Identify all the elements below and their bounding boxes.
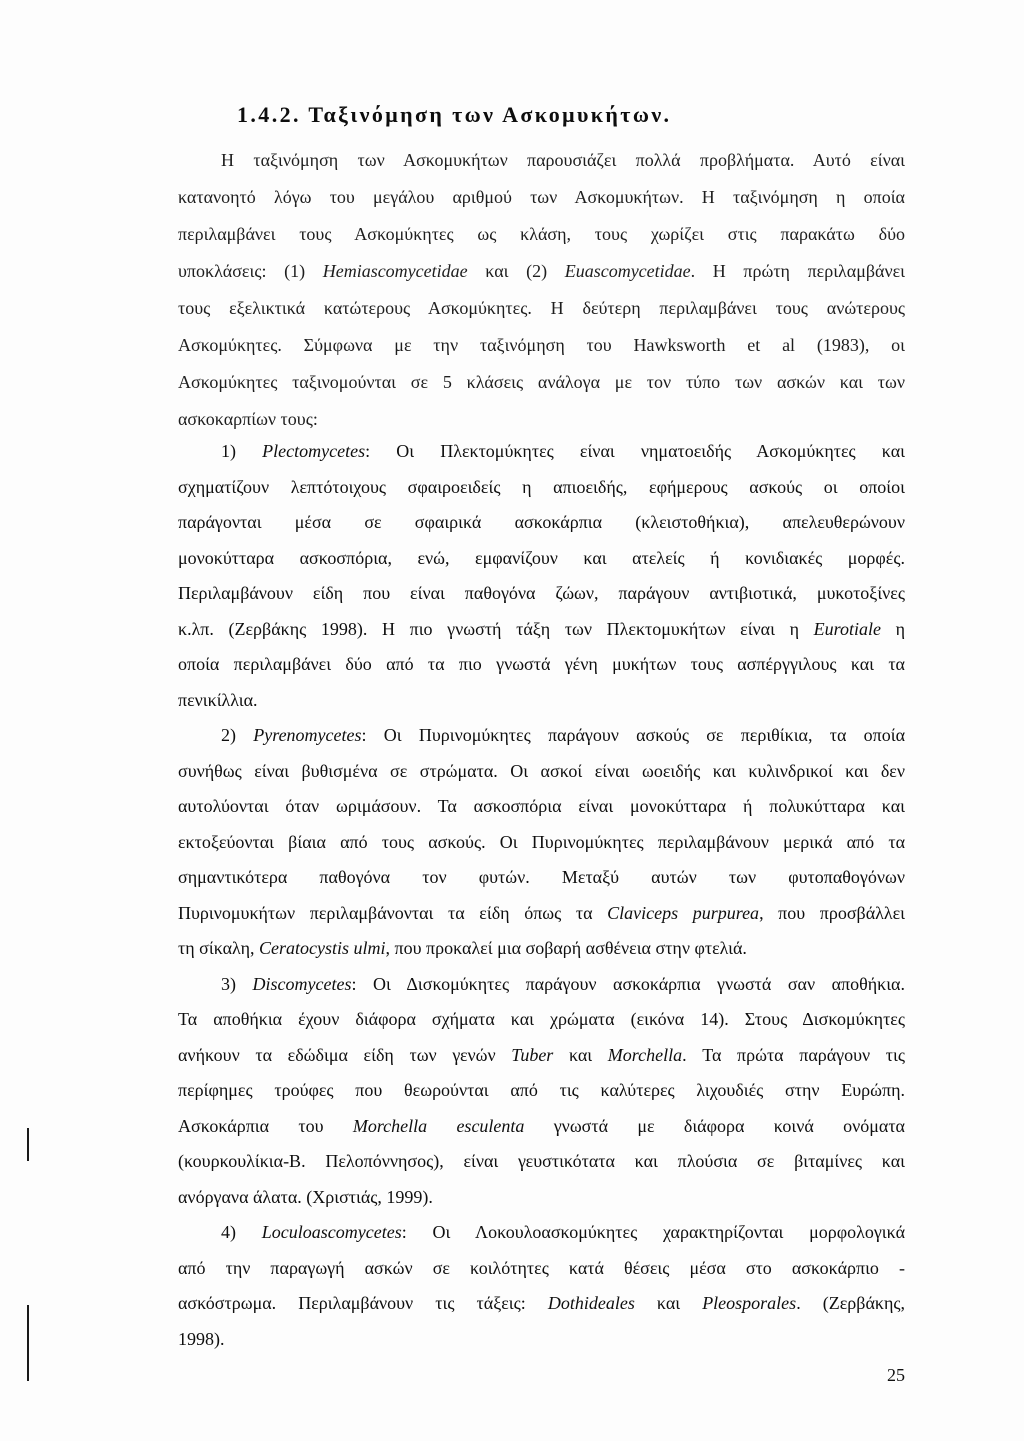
text-segment: εκτοξεύονται βίαια από τους ασκούς. Οι Πυρινομύκητες περιλαμβάνουν μερικά από τα: [178, 831, 905, 852]
paragraph-line: [178, 1144, 905, 1180]
italic-term: Dothideales: [547, 1293, 635, 1313]
paragraph-line: [178, 1180, 905, 1216]
paragraph-line: [178, 967, 905, 1003]
scan-artifact-line: [27, 1128, 29, 1161]
paragraph-line: [178, 754, 905, 790]
text-segment: 1): [221, 441, 263, 461]
paragraph-line: [178, 1286, 905, 1322]
italic-term: Hemiascomycetidae: [322, 261, 468, 281]
intro-paragraph: [178, 142, 905, 438]
text-segment: Ασκομύκητες. Σύμφωνα με την ταξινόμηση του Hawksworth et al (1983), οι: [178, 335, 905, 355]
text-segment: τους εξελικτικά κατώτερους Ασκομύκητες. Η δεύτερη περιλαμβάνει τους ανώτερους: [178, 298, 905, 318]
paragraph-line: [178, 253, 905, 290]
paragraph-line: [178, 216, 905, 253]
text-segment: πενικίλλια.: [178, 689, 258, 710]
paragraph-line: [178, 541, 905, 577]
text-segment: κατανοητό λόγω του μεγάλου αριθμού των Ασκομυκήτων. Η ταξινόμηση η οποία: [178, 187, 905, 207]
text-segment: περίφημες τρούφες που θεωρούνται από τις καλύτερες λιχουδιές στην Ευρώπη.: [178, 1080, 905, 1100]
text-segment: 2): [221, 725, 254, 745]
paragraph-line: [178, 1322, 905, 1358]
paragraph-line: [178, 179, 905, 216]
scan-artifact-line: [27, 1305, 29, 1381]
text-segment: ανόργανα άλατα. (Χριστιάς, 1999).: [178, 1186, 433, 1207]
list-item-plectomycetes: [178, 434, 905, 718]
italic-term: Tuber: [511, 1044, 554, 1065]
paragraph-line: [178, 505, 905, 541]
text-segment: . (Ζερβάκης,: [796, 1293, 905, 1313]
list-item-discomycetes: [178, 967, 905, 1216]
text-segment: από την παραγωγή ασκών σε κοιλότητες κατά θέσεις μέσα στο ασκοκάρπιο -: [178, 1257, 905, 1278]
italic-term: Discomycetes: [252, 973, 352, 994]
text-segment: σημαντικότερα παθογόνα τον φυτών. Μεταξύ αυτών των φυτοπαθογόνων: [178, 867, 905, 887]
paragraph-line: [178, 789, 905, 825]
text-segment: . Τα πρώτα παράγουν τις: [682, 1044, 905, 1065]
text-segment: : Οι Πλεκτομύκητες είναι νηματοειδής Ασκομύκητες και: [365, 441, 905, 461]
paragraph-line: [178, 401, 905, 438]
text-segment: υποκλάσεις: (1): [178, 261, 323, 281]
text-segment: η: [880, 618, 905, 639]
italic-term: Morchella: [607, 1044, 683, 1065]
list-item-pyrenomycetes: [178, 718, 905, 967]
text-segment: οποία περιλαμβάνει δύο από τα πιο γνωστά γένη μυκήτων τους ασπέργγιλους και τα: [178, 654, 905, 674]
text-segment: 4): [221, 1222, 262, 1242]
text-segment: ανήκουν τα εδώδιμα είδη των γενών: [178, 1044, 512, 1065]
paragraph-line: [178, 142, 905, 179]
paragraph-line: [178, 718, 905, 754]
text-segment: . Η πρώτη περιλαμβάνει: [690, 261, 905, 281]
text-segment: παράγονται μέσα σε σφαιρικά ασκοκάρπια (κλειστοθήκια), απελευθερώνουν: [178, 512, 905, 532]
italic-term: Ceratocystis ulmi: [259, 938, 386, 958]
italic-term: Pleosporales: [702, 1293, 797, 1313]
section-heading: 1.4.2. Ταξινόμηση των Ασκομυκήτων.: [237, 102, 672, 127]
text-segment: (κουρκουλίκια-Β. Πελοπόννησος), είναι γευστικότατα και πλούσια σε βιταμίνες και: [178, 1151, 905, 1171]
text-segment: Πυρινομυκήτων περιλαμβάνονται τα είδη όπως τα: [178, 902, 608, 923]
text-segment: κ.λπ. (Ζερβάκης 1998). Η πιο γνωστή τάξη των Πλεκτομυκήτων είναι η: [178, 618, 814, 639]
page-number: 25: [887, 1365, 905, 1385]
list-item-loculoascomycetes: [178, 1215, 905, 1357]
paragraph-line: [178, 470, 905, 506]
italic-term: Loculoascomycetes: [261, 1222, 402, 1242]
paragraph-line: [178, 1251, 905, 1287]
text-segment: και: [634, 1293, 703, 1313]
text-segment: συνήθως είναι βυθισμένα σε στρώματα. Οι ασκοί είναι ωοειδής και κυλινδρικοί και δεν: [178, 760, 905, 781]
text-segment: γνωστά με διάφορα κοινά ονόματα: [524, 1115, 905, 1136]
paragraph-line: [178, 1073, 905, 1109]
text-segment: Περιλαμβάνουν είδη που είναι παθογόνα ζώων, παράγουν αντιβιοτικά, μυκοτοξίνες: [178, 583, 905, 603]
text-segment: ασκόστρωμα. Περιλαμβάνουν τις τάξεις:: [178, 1293, 548, 1313]
text-segment: σχηματίζουν λεπτότοιχους σφαιροειδείς η απιοειδής, εφήμερους ασκούς οι οποίοι: [178, 476, 905, 497]
text-segment: και: [553, 1044, 608, 1065]
text-segment: περιλαμβάνει τους Ασκομύκητες ως κλάση, τους χωρίζει στις παρακάτω δύο: [178, 224, 905, 244]
text-segment: Ασκοκάρπια του: [178, 1115, 353, 1136]
text-segment: 1998).: [178, 1328, 225, 1349]
class-list: [178, 434, 905, 1357]
paragraph-line: [178, 1002, 905, 1038]
text-segment: και (2): [467, 261, 565, 281]
italic-term: Claviceps purpurea: [607, 902, 760, 923]
text-segment: ασκοκαρπίων τους:: [178, 409, 318, 429]
text-segment: τη σίκαλη,: [178, 938, 260, 958]
text-segment: 3): [221, 973, 253, 994]
paragraph-line: [178, 364, 905, 401]
text-segment: αυτολύονται όταν ωριμάσουν. Τα ασκοσπόρια είναι μονοκύτταρα ή πολυκύτταρα και: [178, 796, 905, 816]
paragraph-line: [178, 1038, 905, 1074]
paragraph-line: [178, 683, 905, 719]
italic-term: Eurotiale: [813, 618, 881, 639]
paragraph-line: [178, 612, 905, 648]
text-segment: Τα αποθήκια έχουν διάφορα σχήματα και χρώματα (εικόνα 14). Στους Δισκομύκητες: [178, 1009, 905, 1029]
paragraph-line: [178, 434, 905, 470]
paragraph-line: [178, 1109, 905, 1145]
paragraph-line: [178, 290, 905, 327]
paragraph-line: [178, 860, 905, 896]
paragraph-line: [178, 647, 905, 683]
text-segment: Η ταξινόμηση των Ασκομυκήτων παρουσιάζει πολλά προβλήματα. Αυτό είναι: [221, 150, 905, 170]
italic-term: Pyrenomycetes: [253, 725, 362, 745]
text-segment: : Οι Λοκουλοασκομύκητες χαρακτηρίζονται μορφολογικά: [401, 1222, 905, 1242]
paragraph-line: [178, 825, 905, 861]
paragraph-line: [178, 931, 905, 967]
paragraph-line: [178, 896, 905, 932]
text-segment: , που προκαλεί μια σοβαρή ασθένεια στην φτελιά.: [385, 938, 747, 958]
text-segment: : Οι Δισκομύκητες παράγουν ασκοκάρπια γνωστά σαν αποθήκια.: [351, 973, 905, 994]
paragraph-line: [178, 1215, 905, 1251]
text-segment: Ασκομύκητες ταξινομούνται σε 5 κλάσεις ανάλογα με τον τύπο των ασκών και των: [178, 372, 905, 392]
text-segment: : Οι Πυρινομύκητες παράγουν ασκούς σε περιθίκια, τα οποία: [361, 725, 905, 745]
italic-term: Euascomycetidae: [564, 261, 691, 281]
paragraph-line: [178, 576, 905, 612]
text-segment: , που προσβάλλει: [759, 902, 905, 923]
paragraph-line: [178, 327, 905, 364]
italic-term: Plectomycetes: [262, 441, 366, 461]
italic-term: Morchella esculenta: [352, 1115, 525, 1136]
text-segment: μονοκύτταρα ασκοσπόρια, ενώ, εμφανίζουν και ατελείς ή κονιδιακές μορφές.: [178, 547, 905, 568]
